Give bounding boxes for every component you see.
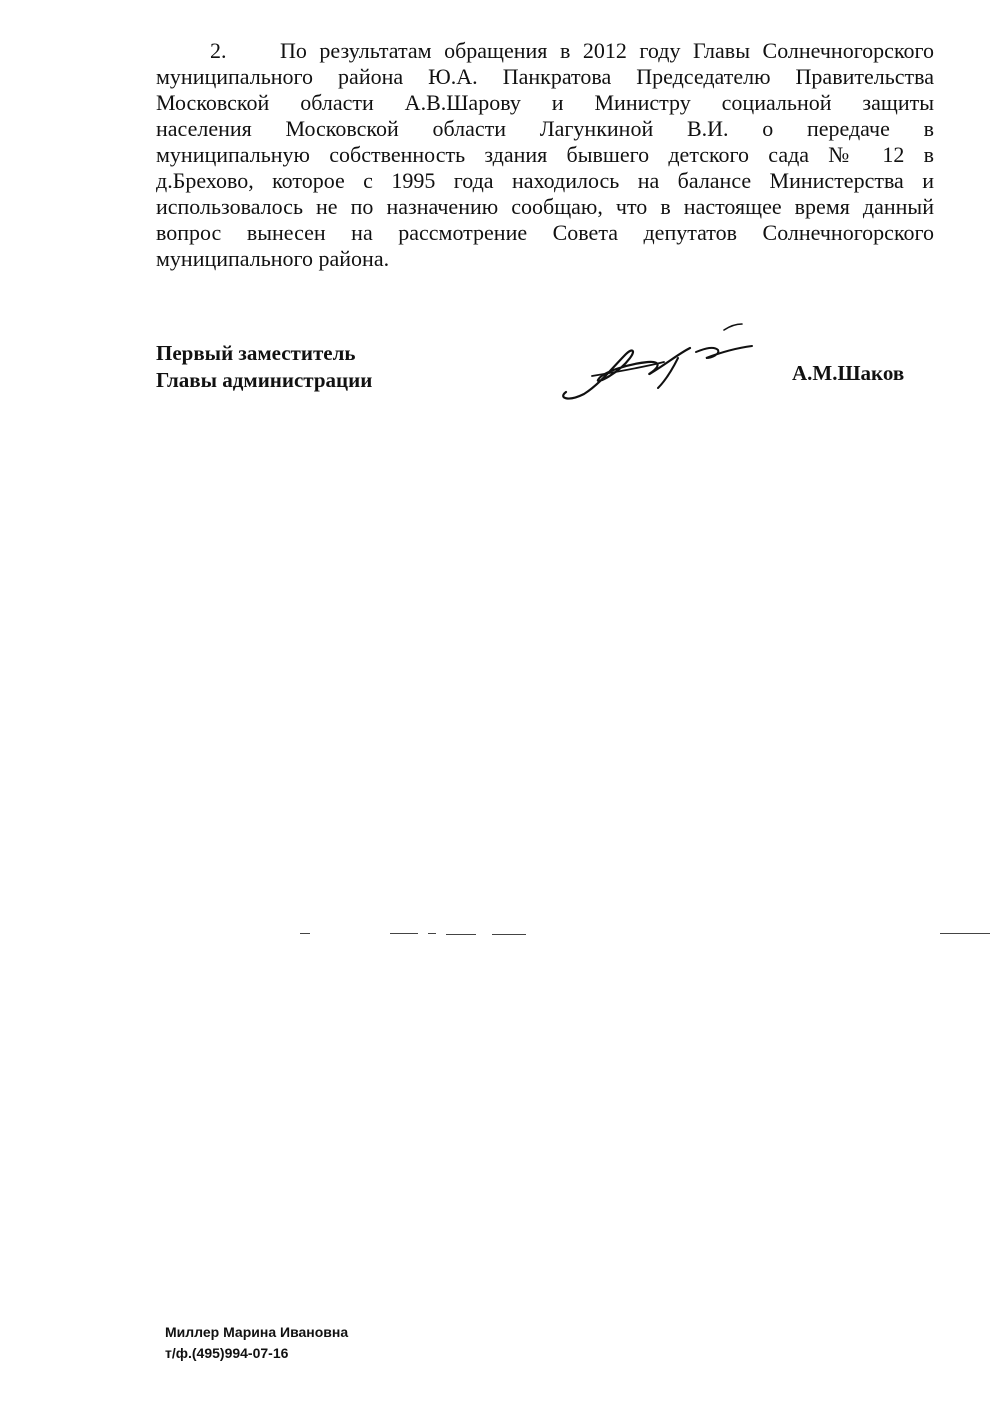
paragraph-line-5: муниципальную собственность здания бывшего детского сада № 12 в [156, 142, 934, 167]
executor-contact [165, 1322, 348, 1364]
scan-artifact-line [446, 934, 476, 935]
scan-artifact-line [940, 933, 990, 934]
scan-artifact-line [428, 933, 436, 934]
scan-artifact-line [492, 934, 526, 935]
paragraph-line-2: муниципального района Ю.А. Панкратова Председателю Правительства [156, 64, 934, 89]
position-line-2: Главы администрации [156, 368, 373, 392]
paragraph-line-4: населения Московской области Лагункиной В.И. о передаче в [156, 116, 934, 141]
executor-phone: т/ф.(495)994-07-16 [165, 1345, 289, 1361]
scan-artifact-line [300, 933, 310, 934]
position-line-1: Первый заместитель [156, 341, 356, 365]
paragraph-line-9: муниципального района. [156, 246, 390, 271]
paragraph-line-3: Московской области А.В.Шарову и Министру социальной защиты [156, 90, 934, 115]
signatory-position [156, 340, 372, 394]
executor-name: Миллер Марина Ивановна [165, 1324, 349, 1340]
item-number: 2. [210, 38, 227, 63]
paragraph-line-6: д.Брехово, которое с 1995 года находилось на балансе Министерства и [156, 168, 934, 193]
paragraph-line-text: По результатам обращения в 2012 году Главы Солнечногорского [280, 38, 934, 63]
scan-artifact-line [390, 933, 418, 934]
signatory-name: А.М.Шаков [792, 361, 905, 385]
paragraph-line-1 [156, 38, 934, 64]
handwritten-signature-icon [556, 318, 766, 408]
paragraph-line-8: вопрос вынесен на рассмотрение Совета депутатов Солнечногорского [156, 220, 934, 245]
paragraph-line-7: использовалось не по назначению сообщаю, что в настоящее время данный [156, 194, 934, 219]
letter-paragraph [156, 38, 934, 272]
